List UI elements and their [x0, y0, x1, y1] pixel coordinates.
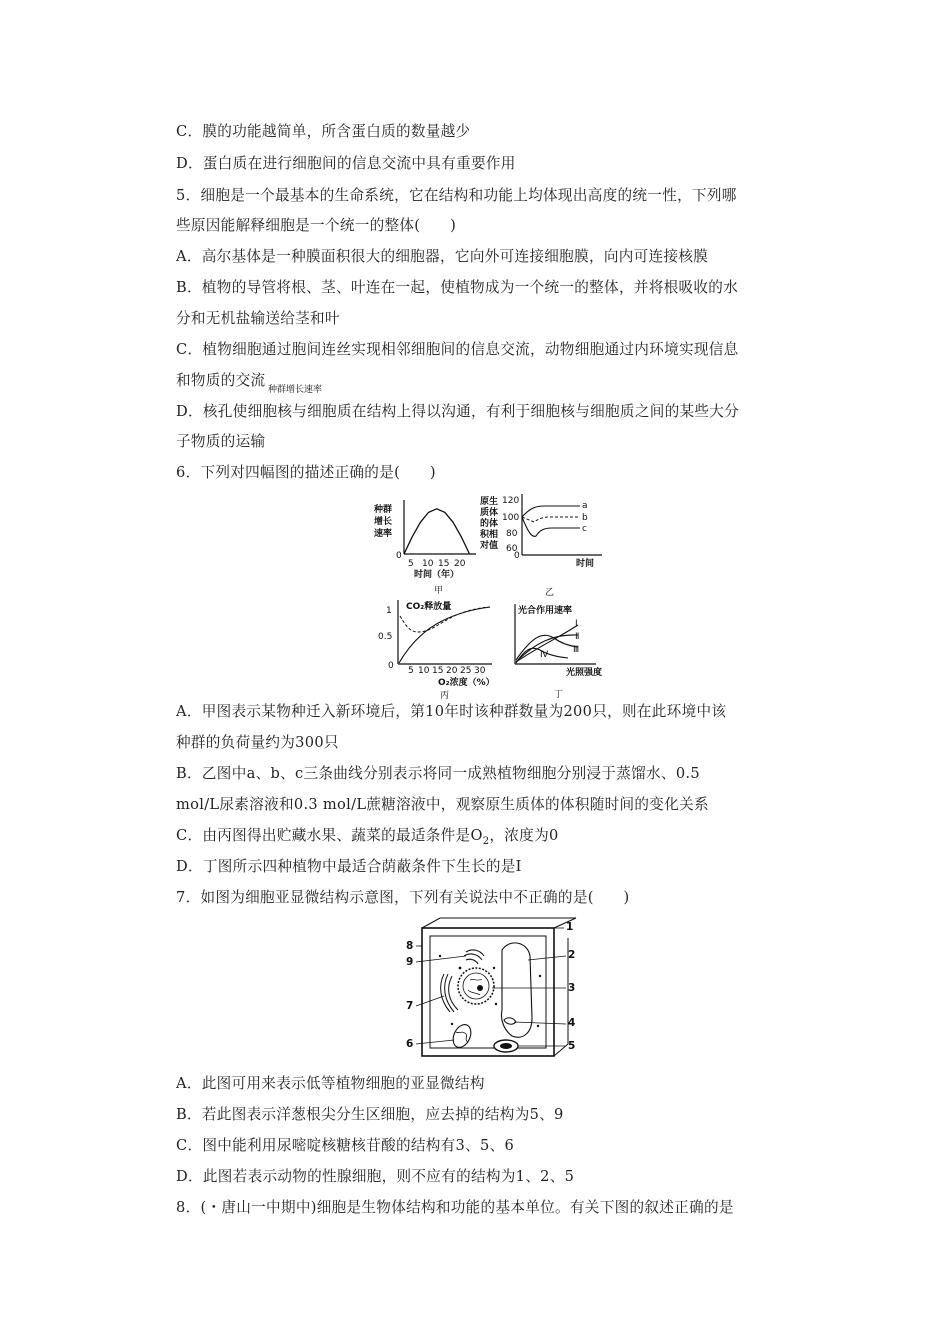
tick-label: 10 [418, 666, 430, 676]
tick-label: 25 [460, 666, 472, 676]
series-b [522, 517, 580, 522]
tick-label: 10 [422, 559, 434, 569]
text-segment: ，浓度为0 [489, 827, 559, 844]
xlabel-ding: 光照强度 [566, 668, 603, 678]
option-d: D．核孔使细胞核与细胞质在结构上得以沟通，有利于细胞核与细胞质之间的某些大分 [176, 403, 740, 420]
option-d: D．此图若表示动物的性腺细胞，则不应有的结构为1、2、5 [176, 1168, 575, 1185]
tick-label: 0 [388, 661, 394, 671]
label-2: 2 [568, 949, 576, 961]
question-7: 7．如图为细胞亚显微结构示意图，下列有关说法中不正确的是( ) [176, 889, 630, 906]
chart-name-yi: 乙 [545, 588, 555, 598]
text-segment: C．由丙图得出贮藏水果、蔬菜的最适条件是O [176, 827, 483, 844]
svg-text:速率: 速率 [374, 529, 393, 539]
question-8: 8．(・唐山一中期中)细胞是生物体结构和功能的基本单位。有关下图的叙述正确的是 [176, 1199, 734, 1216]
label-1: 1 [566, 921, 574, 933]
tick-label: 1 [386, 606, 392, 616]
tick-label: 15 [438, 559, 450, 569]
option-a: A．甲图表示某物种迁入新环境后，第10年时该种群数量为200只，则在此环境中该 [176, 703, 727, 720]
svg-text:积相: 积相 [480, 530, 499, 540]
er [441, 974, 458, 1012]
label-4: 4 [568, 1017, 576, 1029]
text-line: C．膜的功能越简单，所含蛋白质的数量越少 [176, 123, 471, 140]
option-c [176, 826, 559, 852]
golgi [464, 950, 484, 964]
question-6: 6．下列对四幅图的描述正确的是( ) [176, 464, 436, 481]
tick-label: 15 [432, 666, 444, 676]
svg-text:0: 0 [396, 551, 402, 561]
option-b: B．植物的导管将根、茎、叶连在一起，使植物成为一个统一的整体，并将根吸收的水 [176, 279, 739, 296]
ylabel-ding: 光合作用速率 [518, 606, 573, 616]
xlabel-jia: 时间（年） [414, 570, 460, 580]
option-c: C．植物细胞通过胞间连丝实现相邻细胞间的信息交流，动物细胞通过内环境实现信息 [176, 341, 739, 358]
series-aerobic [399, 607, 490, 663]
tick-label: 5 [408, 666, 414, 676]
label-8: 8 [406, 940, 414, 952]
chart-name-bing: 丙 [440, 691, 450, 701]
text-line: 种群的负荷量约为300只 [176, 734, 339, 751]
legend-III: Ⅲ [573, 645, 580, 655]
tick-label: 5 [408, 559, 414, 569]
text-line: 些原因能解释细胞是一个统一的整体( ) [176, 217, 457, 234]
svg-text:质体: 质体 [480, 508, 499, 518]
svg-text:原生: 原生 [480, 497, 499, 507]
legend-II: Ⅱ [575, 632, 580, 642]
question-5: 5．细胞是一个最基本的生命系统，它在结构和功能上均体现出高度的统一性，下列哪 [176, 187, 737, 204]
chart-ding [515, 604, 602, 700]
text-line: D．蛋白质在进行细胞间的信息交流中具有重要作用 [176, 155, 516, 172]
svg-text:种群: 种群 [374, 505, 393, 515]
chart-yi [479, 494, 602, 598]
cell-structure-diagram [400, 916, 584, 1064]
series-line [404, 509, 470, 554]
tick-label: 100 [502, 513, 520, 523]
ylabel-bing: CO₂释放量 [406, 602, 452, 612]
chart-name-ding: 丁 [554, 690, 564, 700]
label-3: 3 [568, 982, 576, 994]
legend-I: Ⅰ [575, 619, 578, 629]
text-line: mol/L尿素溶液和0.3 mol/L蔗糖溶液中，观察原生质体的体积随时间的变化关系 [176, 796, 709, 813]
text-line: 分和无机盐输送给茎和叶 [176, 310, 340, 327]
label-5: 5 [568, 1040, 576, 1052]
tick-label: 20 [446, 666, 458, 676]
tick-label: 80 [506, 529, 518, 539]
svg-text:增长: 增长 [374, 517, 393, 527]
option-b: B．乙图中a、b、c三条曲线分别表示将同一成熟植物细胞分别浸于蒸馏水、0.5 [176, 765, 700, 782]
text-line: 和物质的交流 [176, 372, 266, 389]
label-7: 7 [406, 1000, 414, 1012]
xlabel-yi: 时间 [576, 559, 595, 569]
ylabel-jia: 种群增长速率 [268, 385, 323, 395]
legend-a: a [582, 501, 588, 511]
series-a [522, 506, 580, 517]
option-c: C．图中能利用尿嘧啶核糖核苷酸的结构有3、5、6 [176, 1137, 515, 1154]
tick-label: 60 [506, 544, 518, 554]
svg-text:的体: 的体 [480, 519, 499, 529]
legend-c: c [582, 524, 587, 534]
text-line: 子物质的运输 [176, 433, 266, 450]
option-d: D．丁图所示四种植物中最适合荫蔽条件下生长的是Ⅰ [176, 858, 522, 875]
option-a: A．此图可用来表示低等植物细胞的亚显微结构 [176, 1075, 485, 1092]
option-a: A．高尔基体是一种膜面积很大的细胞器，它向外可连接细胞膜，向内可连接核膜 [176, 248, 709, 265]
series-c [522, 517, 580, 536]
chart-bing [378, 600, 495, 701]
mitochondrion [450, 1022, 475, 1051]
subscript: 2 [482, 835, 490, 847]
svg-text:对值: 对值 [480, 541, 499, 551]
tick-label: 20 [454, 559, 466, 569]
xlabel-bing: O₂浓度（%） [438, 678, 495, 688]
tick-label: 30 [474, 666, 486, 676]
tick-label: 120 [502, 496, 520, 506]
legend-IV: Ⅳ [540, 650, 549, 660]
tick-label: 0.5 [378, 632, 393, 642]
label-9: 9 [406, 956, 414, 968]
chart-name-jia: 甲 [434, 586, 444, 596]
legend-b: b [582, 513, 588, 523]
label-6: 6 [406, 1038, 414, 1050]
option-b: B．若此图表示洋葱根尖分生区细胞，应去掉的结构为5、9 [176, 1106, 564, 1123]
svg-text:0: 0 [514, 551, 520, 561]
